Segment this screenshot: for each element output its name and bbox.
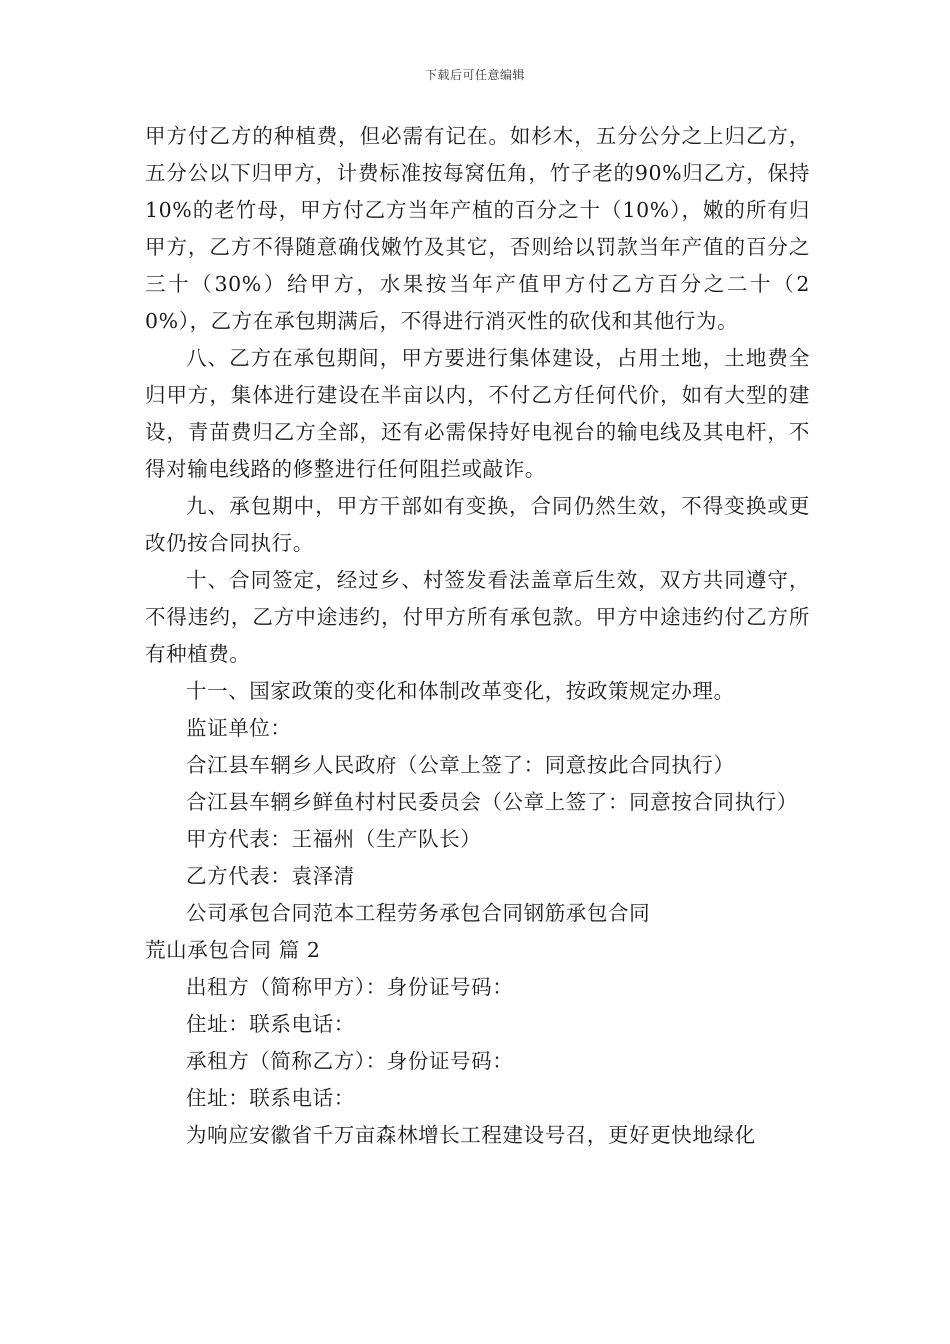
paragraph-clause-11: 十一、国家政策的变化和体制改革变化，按政策规定办理。 (186, 679, 735, 703)
party-a-representative: 甲方代表：王福州（生产队长） (186, 827, 482, 851)
supervisor-label: 监证单位： (186, 716, 292, 740)
lessor-line: 出租方（简称甲方）：身份证号码： (186, 975, 514, 999)
document-body (145, 118, 810, 1154)
supervisor-township: 合江县车辋乡人民政府（公章上签了：同意按此合同执行） (186, 753, 735, 777)
preamble-paragraph: 为响应安徽省千万亩森林增长工程建设号召，更好更快地绿化 (186, 1123, 756, 1147)
related-contracts-line: 公司承包合同范本工程劳务承包合同钢筋承包合同 (186, 901, 651, 925)
paragraph-clause-10: 十、合同签定，经过乡、村签发看法盖章后生效，双方共同遵守，不得违约，乙方中途违约，付甲方所有承包款。甲方中途违约付乙方所有种植费。 (145, 568, 810, 666)
party-b-representative: 乙方代表：袁泽清 (186, 864, 355, 888)
supervisor-village: 合江县车辋乡鲜鱼村村民委员会（公章上签了：同意按合同执行） (186, 790, 798, 814)
lessee-line: 承租方（简称乙方）：身份证号码： (186, 1049, 514, 1073)
paragraph-1: 甲方付乙方的种植费，但必需有记在。如杉木，五分公分之上归乙方，五分公以下归甲方，计费标准按每窝伍角，竹子老的90%归乙方，保持10%的老竹母，甲方付乙方当年产植的百分之十（10%），嫩的所有归甲方，乙方不得随意确伐嫩竹及其它，否则给以罚款当年产值的百分之三十（30%）给甲方，水果按当年产值甲方付乙方百分之二十（20%），乙方在承包期满后，不得进行消灭性的砍伐和其他行为。 (145, 124, 810, 333)
lessor-address-line: 住址：联系电话： (186, 1012, 355, 1036)
paragraph-clause-9: 九、承包期中，甲方干部如有变换，合同仍然生效，不得变换或更改仍按合同执行。 (145, 494, 810, 555)
page-header: 下载后可任意编辑 (424, 68, 525, 82)
section-title: 荒山承包合同 篇 2 (145, 938, 321, 962)
paragraph-clause-8: 八、乙方在承包期间，甲方要进行集体建设，占用土地，土地费全归甲方，集体进行建设在半亩以内，不付乙方任何代价，如有大型的建设，青苗费归乙方全部，还有必需保持好电视台的输电线及其电杆，不得对输电线路的修整进行任何阻拦或敲诈。 (145, 346, 810, 481)
lessee-address-line: 住址：联系电话： (186, 1086, 355, 1110)
